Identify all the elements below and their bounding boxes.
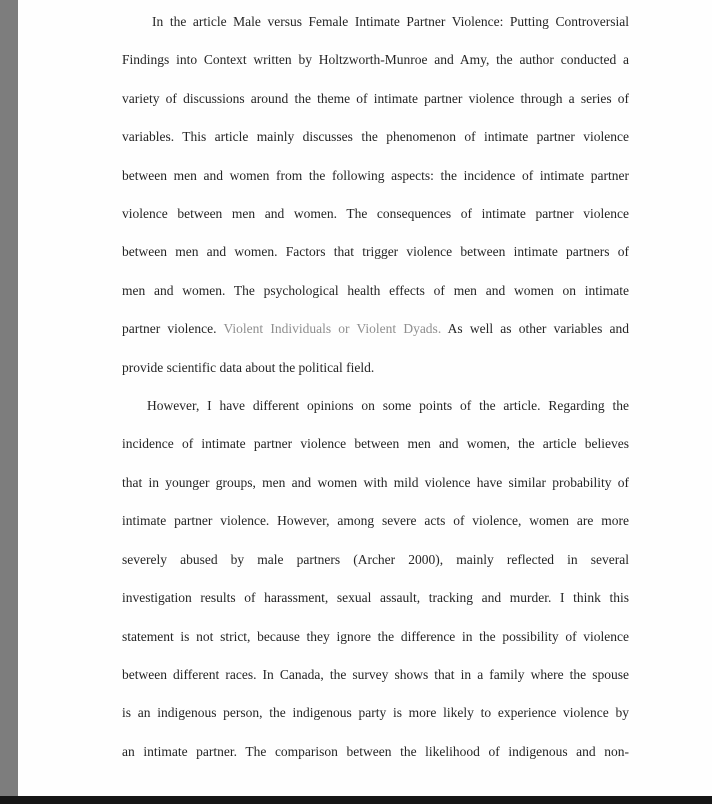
document-text: partner violence. — [122, 321, 224, 337]
highlighted-phrase: Violent Individuals or Violent Dyads. — [223, 321, 442, 337]
document-line: incidence of intimate partner violence between men and women, the article believes — [122, 436, 629, 452]
document-line: In the article Male versus Female Intimate Partner Violence: Putting Controversial — [152, 14, 629, 29]
document-line: provide scientific data about the political field. — [122, 359, 375, 375]
document-line: an intimate partner. The comparison between the likelihood of indigenous and non- — [122, 743, 629, 759]
document-line: between men and women. Factors that trigger violence between intimate partners of — [122, 244, 629, 260]
document-page — [122, 3, 629, 771]
document-line: variables. This article mainly discusses the phenomenon of intimate partner violence — [122, 129, 629, 145]
document-line: However, I have different opinions on some points of the article. Regarding the — [147, 398, 629, 414]
document-line — [122, 310, 629, 348]
bottom-bar — [0, 796, 712, 804]
document-line: Findings into Context written by Holtzworth-Munroe and Amy, the author conducted a — [122, 52, 629, 68]
document-line: between different races. In Canada, the survey shows that in a family where the spouse — [122, 666, 629, 682]
document-line: variety of discussions around the theme of intimate partner violence through a series of — [122, 90, 629, 106]
document-text: As well as other variables and — [441, 321, 630, 337]
document-line: men and women. The psychological health effects of men and women on intimate — [122, 282, 629, 298]
document-line: intimate partner violence. However, among severe acts of violence, women are more — [122, 513, 629, 529]
left-sidebar — [0, 0, 18, 804]
document-line: between men and women from the following aspects: the incidence of intimate partner — [122, 167, 629, 183]
document-line: is an indigenous person, the indigenous party is more likely to experience violence by — [122, 705, 629, 721]
paragraph-1 — [122, 3, 629, 387]
document-line: statement is not strict, because they ignore the difference in the possibility of violence — [122, 628, 629, 644]
paragraph-2 — [122, 387, 629, 771]
document-line: that in younger groups, men and women with mild violence have similar probability of — [122, 474, 629, 490]
document-line: severely abused by male partners (Archer 2000), mainly reflected in several — [122, 551, 629, 567]
document-line: violence between men and women. The consequences of intimate partner violence — [122, 206, 629, 222]
document-line: investigation results of harassment, sexual assault, tracking and murder. I think this — [122, 590, 629, 606]
